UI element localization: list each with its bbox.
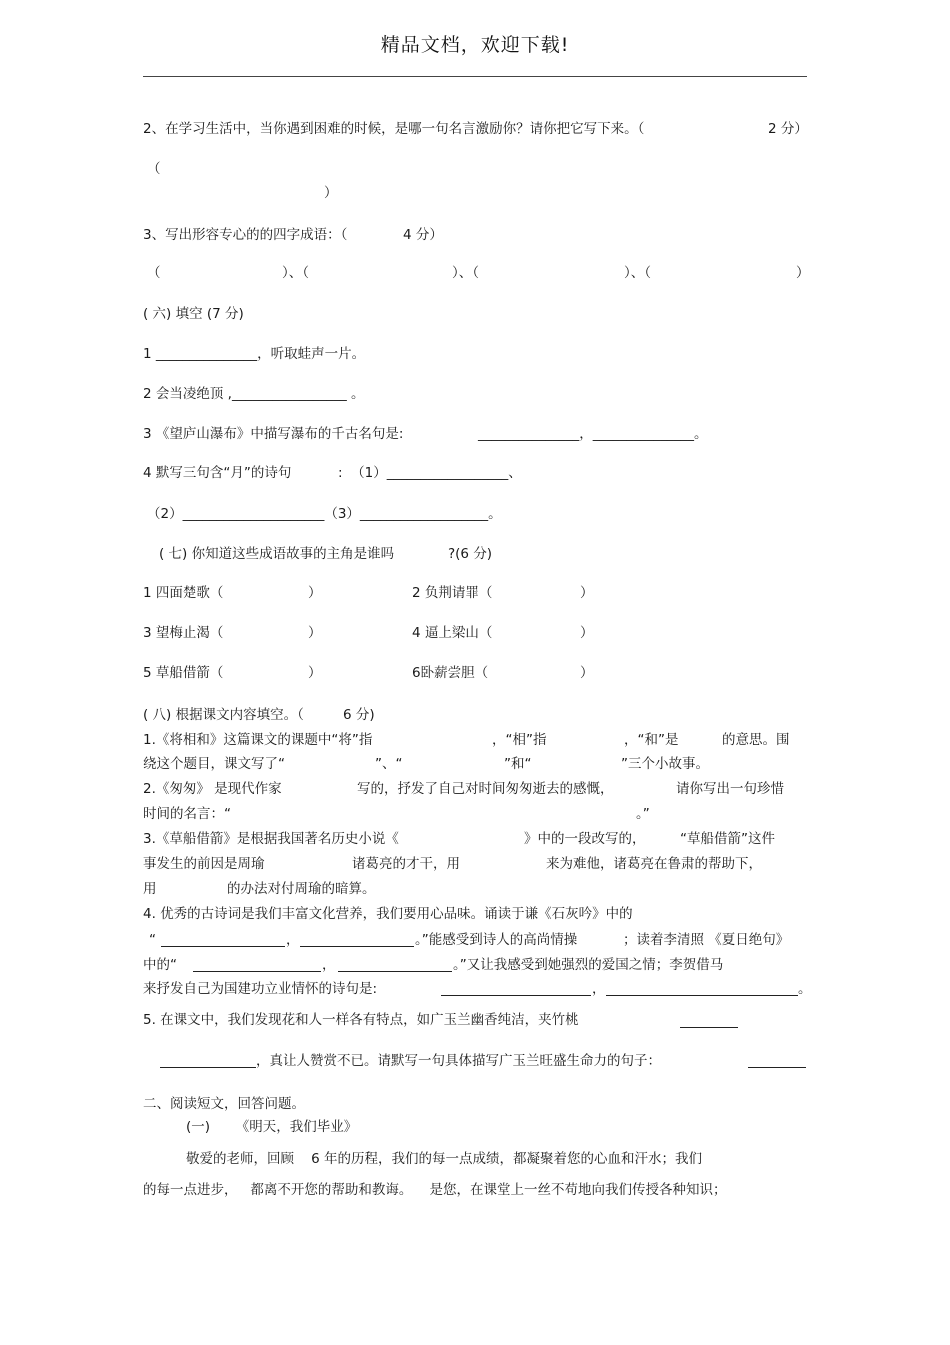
para-2: 时间的名言：“ — [143, 806, 231, 822]
answer-blank — [748, 1067, 806, 1068]
para-1: ”、“ — [375, 756, 403, 772]
answer-blank — [300, 946, 414, 947]
reading-paragraph: 的每一点进步， 都离不开您的帮助和教诲。 是您，在课堂上一丝不苟地向我们传授各种知识； — [143, 1182, 727, 1198]
para-1: 绕这个题目，课文写了“ — [143, 756, 285, 772]
idiom-2: 2 负荆请罪（ — [412, 585, 493, 601]
fill-3-prompt: 3 《望庐山瀑布》中描写瀑布的千古名句是: — [143, 426, 404, 442]
para-2: 请你写出一句珍惜 — [676, 781, 784, 797]
question-3-score: 4 分） — [403, 227, 443, 243]
para-2: 。” — [636, 806, 650, 822]
reading-subtitle: (一) 《明天，我们毕业》 — [186, 1119, 358, 1135]
section-8-title: ( 八) 根据课文内容填空。（ — [143, 707, 304, 723]
idiom-3-close: ） — [308, 625, 322, 641]
para-1: 1.《将相和》这篇课文的课题中“将”指 — [143, 732, 373, 748]
para-3: 用 — [143, 881, 157, 897]
para-5: 5. 在课文中，我们发现花和人一样各有特点，如广玉兰幽香纯洁，夹竹桃 — [143, 1012, 579, 1028]
paren: ）、（ — [452, 265, 479, 281]
para-4: 。”能感受到诗人的高尚情操 — [415, 932, 578, 948]
idiom-6: 6卧薪尝胆（ — [412, 665, 489, 681]
para-1: ，“相”指 — [492, 732, 547, 748]
idiom-4-close: ） — [580, 625, 594, 641]
para-4: ， — [286, 932, 300, 948]
answer-blank — [193, 971, 321, 972]
idiom-5-close: ） — [308, 665, 322, 681]
idiom-5: 5 草船借箭（ — [143, 665, 224, 681]
fill-1: 1 _______________，听取蛙声一片。 — [143, 346, 366, 362]
fill-4-blank-1: : （1）__________________、 — [338, 465, 522, 481]
para-4: ， — [592, 981, 606, 997]
idiom-3: 3 望梅止渴（ — [143, 625, 224, 641]
para-2: 2.《匆匆》 是现代作家 — [143, 781, 282, 797]
answer-blank — [161, 946, 285, 947]
para-4: 来抒发自己为国建功立业情怀的诗句是: — [143, 981, 378, 997]
para-3: 事发生的前因是周瑜 — [143, 856, 265, 872]
answer-blank — [160, 1067, 256, 1068]
fill-4-blanks-2-3: （2）_____________________（3）___________________。 — [147, 506, 502, 522]
answer-blank — [606, 995, 798, 996]
section-8-score: 6 分) — [343, 707, 375, 723]
header-rule — [143, 76, 807, 77]
page-header: 精品文档，欢迎下载! — [380, 34, 570, 56]
para-4: 。”又让我感受到她强烈的爱国之情；李贺借马 — [453, 957, 724, 973]
paren: ）、（ — [282, 265, 309, 281]
para-3: 诸葛亮的才干，用 — [352, 856, 460, 872]
para-4: 中的“ — [143, 957, 177, 973]
para-4: 4. 优秀的古诗词是我们丰富文化营养，我们要用心品味。诵读于谦《石灰吟》中的 — [143, 906, 633, 922]
answer-open-paren: （ — [147, 161, 161, 177]
idiom-4: 4 逼上梁山（ — [412, 625, 493, 641]
para-1: 的意思。围 — [722, 732, 790, 748]
idiom-1: 1 四面楚歌（ — [143, 585, 224, 601]
question-3: 3、写出形容专心的的四字成语：（ — [143, 227, 348, 243]
paren: ）、（ — [624, 265, 651, 281]
answer-close-paren: ） — [324, 185, 338, 201]
para-1: ，“和”是 — [624, 732, 679, 748]
para-1: ”和“ — [504, 756, 532, 772]
para-4: 。 — [798, 981, 812, 997]
answer-blank — [441, 995, 591, 996]
para-3: 3.《草船借箭》是根据我国著名历史小说《 — [143, 831, 399, 847]
para-4: “ — [149, 932, 156, 948]
section-7-title: ( 七) 你知道这些成语故事的主角是谁吗 — [159, 546, 395, 562]
section-6-title: ( 六) 填空 (7 分) — [143, 306, 244, 322]
idiom-1-close: ） — [308, 585, 322, 601]
fill-4-prompt: 4 默写三句含“月”的诗句 — [143, 465, 292, 481]
reading-title: 二、阅读短文，回答问题。 — [143, 1096, 305, 1112]
fill-2: 2 会当凌绝顶 ,_________________ 。 — [143, 386, 365, 402]
para-3: 来为难他，诸葛亮在鲁肃的帮助下， — [546, 856, 762, 872]
reading-paragraph: 敬爱的老师，回顾 6 年的历程，我们的每一点成绩，都凝聚着您的心血和汗水；我们 — [186, 1151, 703, 1167]
para-4: ；读着李清照 《夏日绝句》 — [623, 932, 790, 948]
paren: （ — [147, 265, 161, 281]
para-3: “草船借箭”这件 — [680, 831, 775, 847]
paren: ） — [796, 265, 810, 281]
answer-blank — [338, 971, 452, 972]
idiom-2-close: ） — [580, 585, 594, 601]
para-5: ，真让人赞赏不已。请默写一句具体描写广玉兰旺盛生命力的句子： — [256, 1053, 661, 1069]
fill-3-blanks: _______________，_______________。 — [478, 426, 708, 442]
answer-blank — [680, 1027, 738, 1028]
para-3: 》中的一段改写的， — [524, 831, 646, 847]
para-4: ， — [322, 957, 336, 973]
para-2: 写的，抒发了自己对时间匆匆逝去的感慨， — [357, 781, 614, 797]
section-7-score: ?(6 分) — [448, 546, 493, 562]
idiom-6-close: ） — [580, 665, 594, 681]
para-1: ”三个小故事。 — [621, 756, 709, 772]
question-2-score: 2 分） — [768, 121, 808, 137]
question-2: 2、在学习生活中，当你遇到困难的时候，是哪一句名言激励你？请你把它写下来。（ — [143, 121, 645, 137]
para-3: 的办法对付周瑜的暗算。 — [227, 881, 376, 897]
